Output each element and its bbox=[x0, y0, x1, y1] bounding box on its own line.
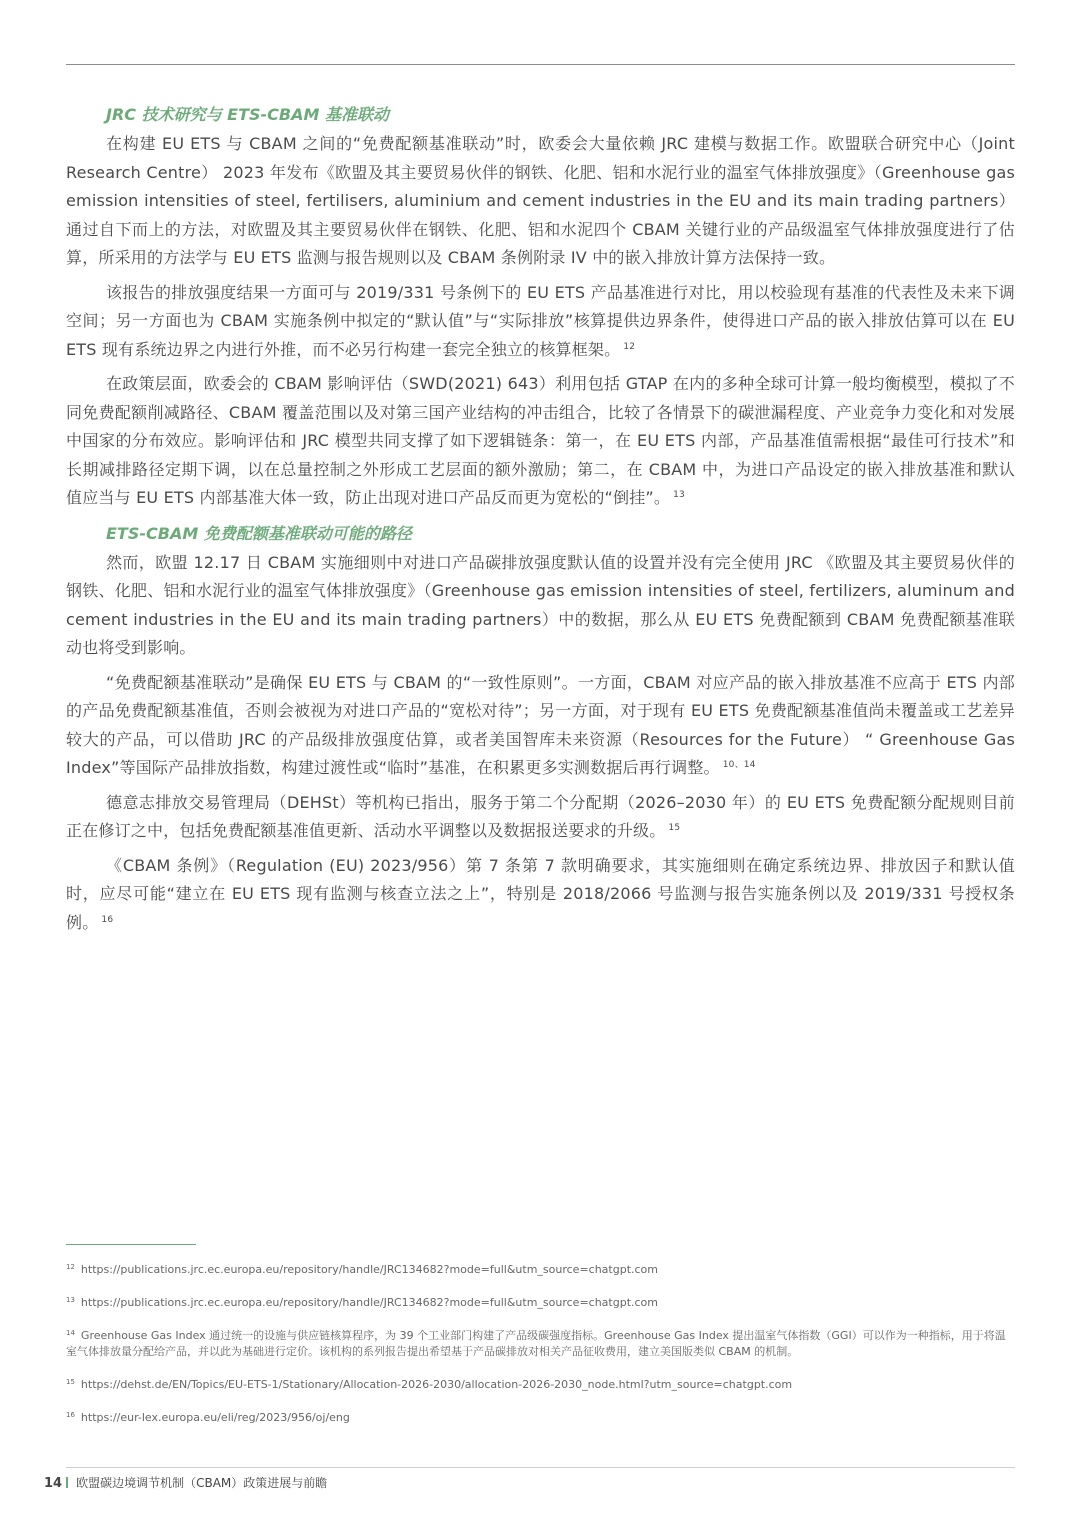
paragraph-5 bbox=[66, 669, 1015, 783]
footnote-ref[interactable]: 16 bbox=[101, 914, 114, 925]
footnote-link[interactable]: https://eur-lex.europa.eu/eli/reg/2023/956/oj/eng bbox=[80, 1411, 350, 1424]
footnote-number: 13 bbox=[66, 1296, 75, 1304]
page-footer bbox=[44, 1474, 327, 1491]
paragraph-3 bbox=[66, 370, 1015, 513]
footnote-link[interactable]: https://publications.jrc.ec.europa.eu/repository/handle/JRC134682?mode=full&utm_source=chatgpt.com bbox=[80, 1263, 659, 1276]
footnote-link[interactable]: https://publications.jrc.ec.europa.eu/repository/handle/JRC134682?mode=full&utm_source=chatgpt.com bbox=[80, 1296, 659, 1309]
paragraph-2 bbox=[66, 279, 1015, 365]
footnotes bbox=[66, 1262, 1015, 1443]
footnote-number: 15 bbox=[66, 1378, 75, 1386]
footnote-ref[interactable]: 10、14 bbox=[722, 760, 756, 770]
footer-accent-bar bbox=[66, 1477, 68, 1488]
section-heading-jrc: JRC 技术研究与 ETS-CBAM 基准联动 bbox=[106, 105, 389, 124]
paragraph-text: 德意志排放交易管理局（DEHSt）等机构已指出，服务于第二个分配期（2026–2030 年）的 EU ETS 免费配额分配规则目前正在修订之中，包括免费配额基准值更新、活动水平调整以及数据报送要求的升级。 bbox=[66, 792, 1015, 840]
paragraph-7 bbox=[66, 852, 1015, 938]
footnote-ref[interactable]: 12 bbox=[623, 341, 636, 352]
footnote-item bbox=[66, 1262, 1015, 1278]
page-number: 14 bbox=[44, 1476, 63, 1491]
paragraph-text: “免费配额基准联动”是确保 EU ETS 与 CBAM 的“一致性原则”。一方面，CBAM 对应产品的嵌入排放基准不应高于 ETS 内部的产品免费配额基准值，否则会被视为对进口产品的“宽松对待”；另一方面，对于现有 EU ETS 免费配额基准值尚未覆盖或工艺差异较大的产品，可以借助 JRC 的产品级排放强度估算，或者美国智库未来资源（Resources for the Future） “ Greenhouse Gas Index”等国际产品排放指数，构建过渡性或“临时”基准，在积累更多实测数据后再行调整。 bbox=[66, 672, 1015, 777]
footnote-text: Greenhouse Gas Index 通过统一的设施与供应链核算程序，为 39 个工业部门构建了产品级碳强度指标。Greenhouse Gas Index 提出温室气体指数（GGI）可以作为一种指标，用于将温室气体排放量分配给产品，并以此为基础进行定价。该机构的系列报告提出希望基于产品碳排放对相关产品征收费用，建立美国版类似 CBAM 的机制。 bbox=[66, 1329, 1006, 1358]
paragraph-text: 《CBAM 条例》（Regulation (EU) 2023/956）第 7 条第 7 款明确要求，其实施细则在确定系统边界、排放因子和默认值时，应尽可能“建立在 EU ETS 现有监测与核查立法之上”，特别是 2018/2066 号监测与报告实施条例以及 2019/331 号授权条例。 bbox=[66, 855, 1015, 932]
footnote-item bbox=[66, 1377, 1015, 1393]
footnote-item bbox=[66, 1410, 1015, 1426]
paragraph-text: 在构建 EU ETS 与 CBAM 之间的“免费配额基准联动”时，欧委会大量依赖 JRC 建模与数据工作。欧盟联合研究中心（Joint Research Centre） 2023 年发布《欧盟及其主要贸易伙伴的钢铁、化肥、铝和水泥行业的温室气体排放强度》（Greenhouse gas emission intensities of steel, fertilisers, aluminium and cement industries in the EU and its main trading partners）通过自下而上的方法，对欧盟及其主要贸易伙伴在钢铁、化肥、铝和水泥四个 CBAM 关键行业的产品级温室气体排放强度进行了估算，所采用的方法学与 EU ETS 监测与报告规则以及 CBAM 条例附录 IV 中的嵌入排放计算方法保持一致。 bbox=[66, 134, 1015, 267]
main-content bbox=[66, 100, 1015, 943]
section-heading-path: ETS-CBAM 免费配额基准联动可能的路径 bbox=[106, 523, 412, 543]
top-divider bbox=[66, 64, 1015, 65]
paragraph-text: 该报告的排放强度结果一方面可与 2019/331 号条例下的 EU ETS 产品基准进行对比，用以校验现有基准的代表性及未来下调空间；另一方面也为 CBAM 实施条例中拟定的“默认值”与“实际排放”核算提供边界条件，使得进口产品的嵌入排放估算可以在 EU ETS 现有系统边界之内进行外推，而不必另行构建一套完全独立的核算框架。 bbox=[66, 282, 1015, 359]
footnote-ref[interactable]: 13 bbox=[673, 490, 685, 500]
footer-divider bbox=[66, 1467, 1015, 1468]
footnote-link[interactable]: https://dehst.de/EN/Topics/EU-ETS-1/Stationary/Allocation-2026-2030/allocation-2026-2030_node.html?utm_source=chatgpt.com bbox=[80, 1378, 793, 1391]
footnote-item bbox=[66, 1295, 1015, 1311]
footnote-number: 14 bbox=[66, 1329, 75, 1337]
document-title: 欧盟碳边境调节机制（CBAM）政策进展与前瞻 bbox=[76, 1476, 328, 1490]
paragraph-text: 在政策层面，欧委会的 CBAM 影响评估（SWD(2021) 643）利用包括 GTAP 在内的多种全球可计算一般均衡模型，模拟了不同免费配额削减路径、CBAM 覆盖范围以及对第三国产业结构的冲击组合，比较了各情景下的碳泄漏程度、产业竞争力变化和对发展中国家的分布效应。影响评估和 JRC 模型共同支撑了如下逻辑链条：第一，在 EU ETS 内部，产品基准值需根据“最佳可行技术”和长期减排路径定期下调，以在总量控制之外形成工艺层面的额外激励；第二，在 CBAM 中，为进口产品设定的嵌入排放基准和默认值应当与 EU ETS 内部基准大体一致，防止出现对进口产品反而更为宽松的“倒挂”。 bbox=[66, 374, 1015, 507]
footnote-item bbox=[66, 1328, 1015, 1360]
footnote-number: 16 bbox=[66, 1411, 75, 1419]
footnote-number: 12 bbox=[66, 1263, 75, 1271]
footnote-divider bbox=[66, 1244, 196, 1245]
paragraph-1 bbox=[66, 130, 1015, 273]
paragraph-4 bbox=[66, 549, 1015, 663]
footnote-ref[interactable]: 15 bbox=[668, 823, 681, 833]
paragraph-text: 然而，欧盟 12.17 日 CBAM 实施细则中对进口产品碳排放强度默认值的设置并没有完全使用 JRC 《欧盟及其主要贸易伙伴的钢铁、化肥、铝和水泥行业的温室气体排放强度》（Greenhouse gas emission intensities of steel, fertilizers, aluminum and cement industries in the EU and its main trading partners）中的数据，那么从 EU ETS 免费配额到 CBAM 免费配额基准联动也将受到影响。 bbox=[66, 552, 1015, 657]
paragraph-6 bbox=[66, 789, 1015, 846]
